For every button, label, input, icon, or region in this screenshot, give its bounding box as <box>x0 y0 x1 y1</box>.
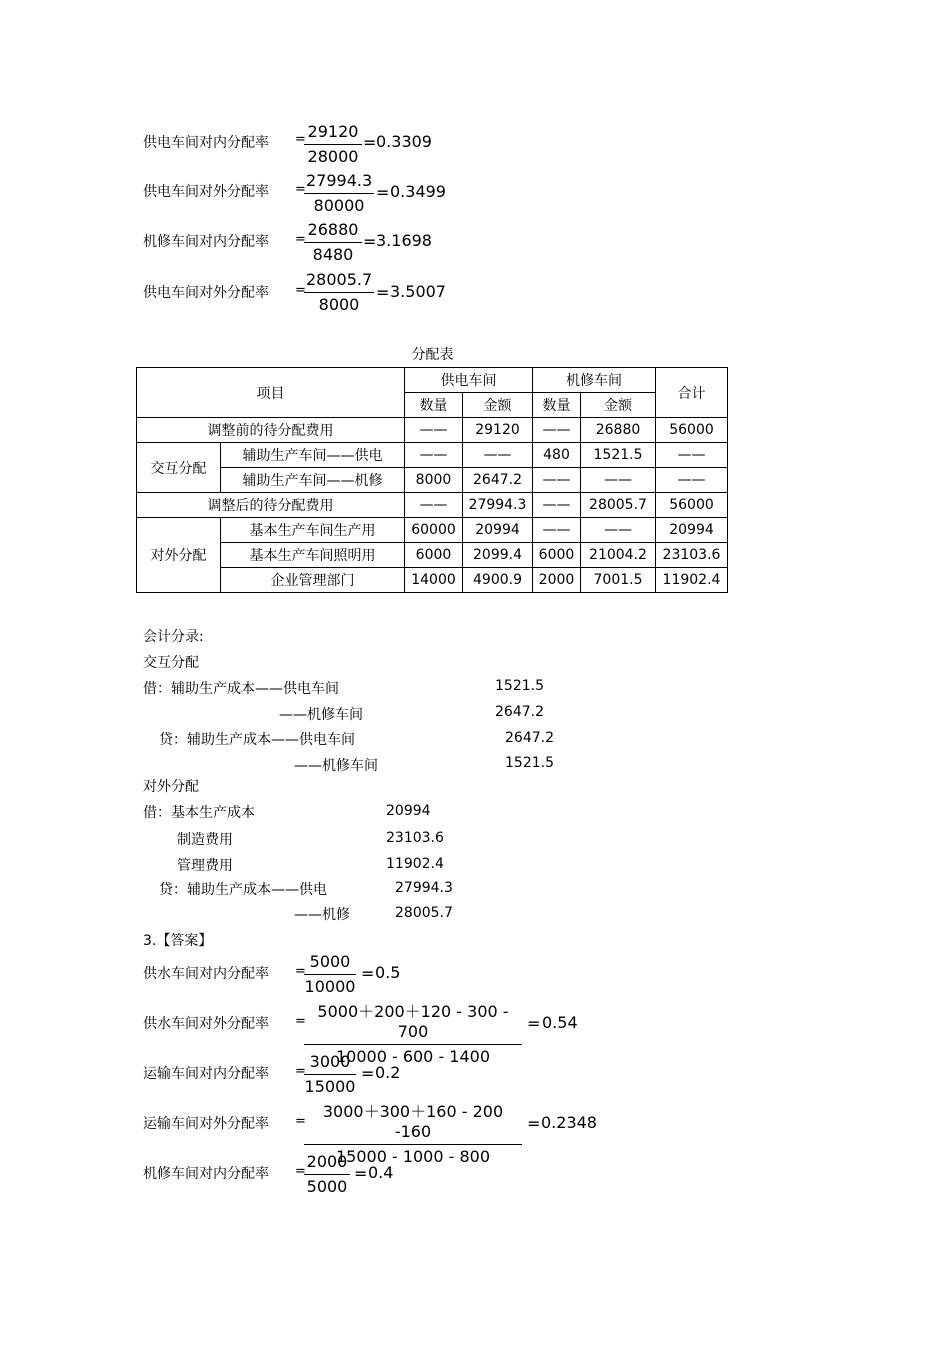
journal-title: 会计分录: <box>143 629 204 645</box>
fraction <box>304 220 362 265</box>
cell: —— <box>533 518 581 543</box>
rate-result: 0.3309 <box>376 132 432 151</box>
header-item: 项目 <box>137 368 405 418</box>
numerator: 27994.3 <box>306 171 373 190</box>
table-row <box>137 568 728 593</box>
rate-result: 0.54 <box>542 1013 578 1032</box>
rate-result: 0.3499 <box>390 182 446 201</box>
table-row <box>137 518 728 543</box>
table-row <box>137 493 728 518</box>
cell: 6000 <box>533 543 581 568</box>
cell: —— <box>463 443 533 468</box>
rate-result: 0.5 <box>375 963 401 982</box>
cell: 8000 <box>405 468 463 493</box>
entry-value: 20994 <box>386 803 431 819</box>
equals-sign: = <box>361 964 375 983</box>
equals-sign: = <box>295 1164 306 1179</box>
equals-sign: = <box>295 1114 306 1129</box>
table-caption: 分配表 <box>411 347 454 363</box>
cell: —— <box>533 493 581 518</box>
entry-value: 27994.3 <box>395 880 453 896</box>
equals-sign: = <box>295 1014 306 1029</box>
cell: 56000 <box>656 493 728 518</box>
entry-text: ——机修车间 <box>279 707 363 723</box>
rate-label: 供水车间对外分配率 <box>143 1016 269 1032</box>
rate-label: 供电车间对内分配率 <box>143 135 269 151</box>
equals-sign: = <box>295 283 306 298</box>
cell: 21004.2 <box>581 543 656 568</box>
cell: —— <box>533 468 581 493</box>
cell: 28005.7 <box>581 493 656 518</box>
table-row <box>137 443 728 468</box>
entry-text: ——机修 <box>294 907 350 923</box>
entry-text: 贷：辅助生产成本——供电 <box>159 882 327 898</box>
rate-result: 3.5007 <box>390 282 446 301</box>
denominator: 8000 <box>318 295 360 314</box>
entry-text: 制造费用 <box>177 832 233 848</box>
row-label: 基本生产车间生产用 <box>221 518 405 543</box>
cell: 20994 <box>463 518 533 543</box>
allocation-table <box>136 367 728 593</box>
answer-title: 3.【答案】 <box>143 933 213 949</box>
equals-sign: = <box>363 232 377 251</box>
table-row <box>137 468 728 493</box>
fraction <box>304 122 362 167</box>
table-row <box>137 418 728 443</box>
cell: 27994.3 <box>463 493 533 518</box>
numerator: 26880 <box>307 220 359 239</box>
rate-label: 供水车间对内分配率 <box>143 966 269 982</box>
fraction <box>304 1052 356 1097</box>
section-title: 交互分配 <box>143 655 199 671</box>
cell: —— <box>405 493 463 518</box>
denominator: 80000 <box>313 196 365 215</box>
cell: —— <box>405 418 463 443</box>
table-row <box>137 543 728 568</box>
denominator: 28000 <box>307 147 359 166</box>
cell: 4900.9 <box>463 568 533 593</box>
rate-label: 供电车间对外分配率 <box>143 285 269 301</box>
group-label: 交互分配 <box>137 443 221 493</box>
entry-text: 借：基本生产成本 <box>143 805 255 821</box>
header-repair: 机修车间 <box>533 368 656 393</box>
cell: —— <box>581 518 656 543</box>
numerator: 5000＋200＋120 - 300 - 700 <box>317 1002 509 1041</box>
equals-sign: = <box>527 1114 541 1133</box>
header-qty: 数量 <box>405 393 463 418</box>
row-label: 调整后的待分配费用 <box>137 493 405 518</box>
cell: 14000 <box>405 568 463 593</box>
header-power: 供电车间 <box>405 368 533 393</box>
numerator: 2000 <box>306 1152 348 1171</box>
rate-result: 0.2 <box>375 1063 401 1082</box>
cell: 1521.5 <box>581 443 656 468</box>
equals-sign: = <box>295 964 306 979</box>
denominator: 10000 <box>304 977 356 996</box>
cell: —— <box>405 443 463 468</box>
denominator: 10000 - 600 - 1400 <box>335 1047 491 1066</box>
cell: 26880 <box>581 418 656 443</box>
cell: 2000 <box>533 568 581 593</box>
header-total: 合计 <box>656 368 728 418</box>
entry-value: 2647.2 <box>505 730 554 746</box>
cell: 29120 <box>463 418 533 443</box>
row-label: 辅助生产车间——机修 <box>221 468 405 493</box>
cell: 7001.5 <box>581 568 656 593</box>
entry-value: 11902.4 <box>386 856 444 872</box>
numerator: 3000 <box>309 1052 351 1071</box>
entry-value: 28005.7 <box>395 905 453 921</box>
cell: 23103.6 <box>656 543 728 568</box>
equals-sign: = <box>295 1064 306 1079</box>
row-label: 企业管理部门 <box>221 568 405 593</box>
equals-sign: = <box>354 1164 368 1183</box>
fraction <box>304 1152 350 1197</box>
entry-text: 借：辅助生产成本——供电车间 <box>143 681 339 697</box>
rate-label: 运输车间对内分配率 <box>143 1066 269 1082</box>
numerator: 28005.7 <box>306 270 373 289</box>
rate-label: 供电车间对外分配率 <box>143 184 269 200</box>
rate-result: 0.4 <box>368 1163 394 1182</box>
cell: 2647.2 <box>463 468 533 493</box>
cell: 6000 <box>405 543 463 568</box>
cell: —— <box>656 443 728 468</box>
cell: 60000 <box>405 518 463 543</box>
rate-label: 机修车间对内分配率 <box>143 1166 269 1182</box>
cell: 56000 <box>656 418 728 443</box>
equals-sign: = <box>295 132 306 147</box>
group-label: 对外分配 <box>137 518 221 593</box>
denominator: 8480 <box>312 245 354 264</box>
row-label: 辅助生产车间——供电 <box>221 443 405 468</box>
cell: 20994 <box>656 518 728 543</box>
entry-value: 1521.5 <box>505 755 554 771</box>
equals-sign: = <box>361 1064 375 1083</box>
equals-sign: = <box>527 1014 541 1033</box>
rate-label: 运输车间对外分配率 <box>143 1116 269 1132</box>
header-qty: 数量 <box>533 393 581 418</box>
row-label: 基本生产车间照明用 <box>221 543 405 568</box>
cell: —— <box>533 418 581 443</box>
equals-sign: = <box>295 182 306 197</box>
cell: 11902.4 <box>656 568 728 593</box>
numerator: 29120 <box>307 122 359 141</box>
equals-sign: = <box>376 183 390 202</box>
numerator: 5000 <box>309 952 351 971</box>
fraction <box>304 270 374 315</box>
denominator: 15000 <box>304 1077 356 1096</box>
entry-text: 管理费用 <box>177 858 233 874</box>
cell: —— <box>656 468 728 493</box>
rate-label: 机修车间对内分配率 <box>143 234 269 250</box>
row-label: 调整前的待分配费用 <box>137 418 405 443</box>
entry-text: 贷：辅助生产成本——供电车间 <box>159 732 355 748</box>
cell: —— <box>581 468 656 493</box>
entry-value: 23103.6 <box>386 830 444 846</box>
entry-value: 1521.5 <box>495 678 544 694</box>
fraction <box>304 952 356 997</box>
cell: 480 <box>533 443 581 468</box>
section-title: 对外分配 <box>143 779 199 795</box>
header-amt: 金额 <box>463 393 533 418</box>
numerator: 3000＋300＋160 - 200 -160 <box>322 1102 504 1141</box>
denominator: 15000 - 1000 - 800 <box>335 1147 491 1166</box>
header-amt: 金额 <box>581 393 656 418</box>
denominator: 5000 <box>306 1177 348 1196</box>
entry-value: 2647.2 <box>495 704 544 720</box>
cell: 2099.4 <box>463 543 533 568</box>
equals-sign: = <box>376 283 390 302</box>
equals-sign: = <box>295 232 306 247</box>
rate-result: 3.1698 <box>376 231 432 250</box>
rate-result: 0.2348 <box>541 1113 597 1132</box>
fraction <box>304 171 374 216</box>
equals-sign: = <box>363 133 377 152</box>
entry-text: ——机修车间 <box>294 758 378 774</box>
